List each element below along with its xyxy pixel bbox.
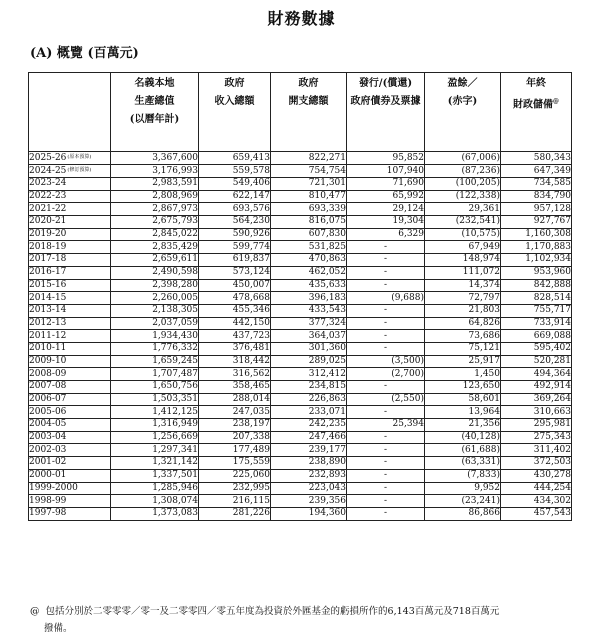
cell-reserves: 1,102,934: [501, 254, 572, 267]
cell-bonds: -: [347, 317, 425, 330]
cell-surplus: (87,236): [425, 165, 501, 178]
cell-revenue: 659,413: [199, 152, 271, 165]
table-row: [29, 444, 572, 457]
table-row: [29, 178, 572, 191]
year-label: 2014-15: [29, 292, 67, 303]
year-label: 2010-11: [29, 343, 67, 354]
cell-bonds: -: [347, 304, 425, 317]
year-label: 2000-01: [29, 470, 67, 481]
cell-expenditure: 754,754: [271, 165, 347, 178]
cell-surplus: 111,072: [425, 266, 501, 279]
cell-bonds: 71,690: [347, 178, 425, 191]
cell-reserves: 434,302: [501, 495, 572, 508]
cell-reserves: 842,888: [501, 279, 572, 292]
cell-year: [29, 228, 111, 241]
cell-bonds: -: [347, 406, 425, 419]
cell-surplus: 1,450: [425, 368, 501, 381]
cell-year: [29, 304, 111, 317]
cell-expenditure: 435,633: [271, 279, 347, 292]
cell-gdp: 2,983,591: [111, 178, 199, 191]
cell-revenue: 216,115: [199, 495, 271, 508]
footnote-line: [30, 603, 590, 620]
header-line-text: 財政儲備: [513, 99, 553, 111]
cell-surplus: 21,356: [425, 419, 501, 432]
cell-revenue: 549,406: [199, 178, 271, 191]
cell-gdp: 2,490,598: [111, 266, 199, 279]
cell-year: [29, 203, 111, 216]
cell-revenue: 238,197: [199, 419, 271, 432]
cell-gdp: 1,316,949: [111, 419, 199, 432]
year-label: 1998-99: [29, 495, 67, 506]
cell-revenue: 442,150: [199, 317, 271, 330]
cell-gdp: 2,835,429: [111, 241, 199, 254]
cell-expenditure: 433,543: [271, 304, 347, 317]
cell-gdp: 1,373,083: [111, 507, 199, 520]
header-line: 發行/(償還): [358, 78, 413, 89]
cell-expenditure: 816,075: [271, 216, 347, 229]
header-line: 開支總額: [288, 96, 329, 107]
cell-year: [29, 355, 111, 368]
cell-year: [29, 330, 111, 343]
cell-bonds: (3,500): [347, 355, 425, 368]
cell-gdp: 2,037,059: [111, 317, 199, 330]
year-label: 2002-03: [29, 444, 67, 455]
cell-surplus: (232,541): [425, 216, 501, 229]
cell-gdp: 2,260,005: [111, 292, 199, 305]
table-row: [29, 381, 572, 394]
cell-gdp: 1,707,487: [111, 368, 199, 381]
cell-reserves: 310,663: [501, 406, 572, 419]
cell-year: [29, 393, 111, 406]
cell-expenditure: 242,235: [271, 419, 347, 432]
cell-expenditure: 531,825: [271, 241, 347, 254]
cell-bonds: -: [347, 330, 425, 343]
cell-surplus: (122,338): [425, 190, 501, 203]
table-row: [29, 406, 572, 419]
table-row: [29, 254, 572, 267]
cell-gdp: 2,398,280: [111, 279, 199, 292]
cell-reserves: 927,767: [501, 216, 572, 229]
cell-expenditure: 721,301: [271, 178, 347, 191]
table-row: [29, 304, 572, 317]
cell-year: [29, 368, 111, 381]
cell-bonds: -: [347, 457, 425, 470]
cell-year: [29, 507, 111, 520]
cell-gdp: 2,659,611: [111, 254, 199, 267]
cell-bonds: 19,304: [347, 216, 425, 229]
cell-revenue: 232,995: [199, 482, 271, 495]
cell-revenue: 175,559: [199, 457, 271, 470]
cell-surplus: 14,374: [425, 279, 501, 292]
cell-gdp: 2,138,305: [111, 304, 199, 317]
cell-reserves: 828,514: [501, 292, 572, 305]
cell-revenue: 478,668: [199, 292, 271, 305]
cell-revenue: 573,124: [199, 266, 271, 279]
cell-year: [29, 317, 111, 330]
cell-surplus: (10,575): [425, 228, 501, 241]
footnote: [30, 603, 590, 637]
cell-expenditure: 312,412: [271, 368, 347, 381]
table-row: [29, 431, 572, 444]
cell-reserves: 457,543: [501, 507, 572, 520]
cell-reserves: 953,960: [501, 266, 572, 279]
header-line: 政府: [224, 78, 245, 89]
cell-bonds: 25,394: [347, 419, 425, 432]
year-label: 2003-04: [29, 432, 67, 443]
year-label: 2005-06: [29, 406, 67, 417]
table-row: [29, 482, 572, 495]
footnote-text: 包括分別於二零零零／零一及二零零四／零五年度為投資於外匯基金的虧損所作的6,143百萬元及718百萬元: [45, 606, 500, 617]
header-line: 政府: [298, 78, 319, 89]
cell-gdp: 1,256,669: [111, 431, 199, 444]
cell-bonds: 65,992: [347, 190, 425, 203]
year-label: 2023-24: [29, 178, 67, 189]
header-expenditure: [271, 73, 347, 152]
cell-expenditure: 233,071: [271, 406, 347, 419]
cell-surplus: 29,361: [425, 203, 501, 216]
cell-expenditure: 238,890: [271, 457, 347, 470]
table-row: [29, 419, 572, 432]
cell-bonds: (9,688): [347, 292, 425, 305]
cell-surplus: (23,241): [425, 495, 501, 508]
cell-bonds: 6,329: [347, 228, 425, 241]
cell-expenditure: 822,271: [271, 152, 347, 165]
cell-year: [29, 419, 111, 432]
cell-expenditure: 194,360: [271, 507, 347, 520]
table-row: [29, 228, 572, 241]
cell-year: [29, 152, 111, 165]
cell-expenditure: 289,025: [271, 355, 347, 368]
cell-reserves: 1,170,883: [501, 241, 572, 254]
table-row: [29, 393, 572, 406]
cell-bonds: -: [347, 507, 425, 520]
year-label: 2001-02: [29, 457, 67, 468]
cell-surplus: 72,797: [425, 292, 501, 305]
table-row: [29, 457, 572, 470]
cell-surplus: (67,006): [425, 152, 501, 165]
cell-surplus: (100,205): [425, 178, 501, 191]
footnote-marker: @: [553, 98, 559, 105]
financial-data-table: [28, 72, 572, 521]
footnote-text: 撥備。: [44, 623, 73, 634]
cell-gdp: 1,503,351: [111, 393, 199, 406]
cell-surplus: 123,650: [425, 381, 501, 394]
cell-reserves: 295,981: [501, 419, 572, 432]
cell-reserves: 669,088: [501, 330, 572, 343]
cell-surplus: 86,866: [425, 507, 501, 520]
cell-revenue: 455,346: [199, 304, 271, 317]
cell-expenditure: 693,339: [271, 203, 347, 216]
table-row: [29, 203, 572, 216]
table-header-row: [29, 73, 572, 152]
cell-bonds: -: [347, 241, 425, 254]
cell-expenditure: 239,177: [271, 444, 347, 457]
cell-year: [29, 266, 111, 279]
cell-revenue: 376,481: [199, 342, 271, 355]
header-line: 名義本地: [134, 78, 175, 89]
footnote-line: [30, 620, 590, 637]
table-row: [29, 507, 572, 520]
cell-expenditure: 226,863: [271, 393, 347, 406]
cell-year: [29, 292, 111, 305]
year-label: 2022-23: [29, 191, 67, 202]
cell-revenue: 318,442: [199, 355, 271, 368]
estimate-note: (修訂預算): [67, 167, 92, 173]
cell-revenue: 590,926: [199, 228, 271, 241]
cell-year: [29, 279, 111, 292]
cell-bonds: -: [347, 381, 425, 394]
cell-reserves: 595,402: [501, 342, 572, 355]
year-label: 1999-2000: [29, 482, 78, 493]
header-line: (赤字): [447, 96, 478, 107]
cell-bonds: -: [347, 342, 425, 355]
cell-bonds: 95,852: [347, 152, 425, 165]
cell-reserves: 444,254: [501, 482, 572, 495]
table-body: [29, 152, 572, 521]
year-label: 2017-18: [29, 254, 67, 265]
footnote-mark: @: [30, 606, 40, 617]
cell-surplus: (7,833): [425, 469, 501, 482]
cell-year: [29, 342, 111, 355]
cell-year: [29, 241, 111, 254]
cell-reserves: 372,503: [501, 457, 572, 470]
cell-gdp: 2,808,969: [111, 190, 199, 203]
table-row: [29, 216, 572, 229]
cell-surplus: 73,686: [425, 330, 501, 343]
cell-reserves: 492,914: [501, 381, 572, 394]
cell-bonds: -: [347, 431, 425, 444]
header-line: 政府債券及票據: [350, 96, 421, 107]
cell-reserves: 311,402: [501, 444, 572, 457]
cell-revenue: 564,230: [199, 216, 271, 229]
header-surplus: [425, 73, 501, 152]
table-row: [29, 495, 572, 508]
year-label: 2004-05: [29, 419, 67, 430]
year-label: 1997-98: [29, 508, 67, 519]
cell-gdp: 1,297,341: [111, 444, 199, 457]
year-label: 2012-13: [29, 317, 67, 328]
cell-year: [29, 469, 111, 482]
header-line: (以曆年計): [129, 114, 180, 125]
cell-revenue: 619,837: [199, 254, 271, 267]
cell-bonds: (2,550): [347, 393, 425, 406]
cell-revenue: 559,578: [199, 165, 271, 178]
cell-gdp: 1,285,946: [111, 482, 199, 495]
year-label: 2013-14: [29, 305, 67, 316]
header-line: [501, 93, 571, 114]
cell-surplus: 148,974: [425, 254, 501, 267]
cell-gdp: 1,412,125: [111, 406, 199, 419]
table-row: [29, 469, 572, 482]
cell-reserves: 733,914: [501, 317, 572, 330]
cell-year: [29, 482, 111, 495]
year-label: 2021-22: [29, 203, 67, 214]
cell-reserves: 647,349: [501, 165, 572, 178]
cell-reserves: 580,343: [501, 152, 572, 165]
cell-expenditure: 462,052: [271, 266, 347, 279]
year-label: 2019-20: [29, 229, 67, 240]
cell-year: [29, 431, 111, 444]
table-row: [29, 330, 572, 343]
cell-surplus: 9,952: [425, 482, 501, 495]
table-row: [29, 266, 572, 279]
cell-expenditure: 377,324: [271, 317, 347, 330]
cell-gdp: 3,367,600: [111, 152, 199, 165]
cell-bonds: 107,940: [347, 165, 425, 178]
cell-gdp: 1,776,332: [111, 342, 199, 355]
header-gdp: [111, 73, 199, 152]
cell-bonds: -: [347, 254, 425, 267]
cell-expenditure: 396,183: [271, 292, 347, 305]
header-line: 盈餘／: [447, 78, 478, 89]
table-row: [29, 368, 572, 381]
cell-revenue: 693,576: [199, 203, 271, 216]
table-row: [29, 355, 572, 368]
cell-revenue: 622,147: [199, 190, 271, 203]
cell-surplus: 67,949: [425, 241, 501, 254]
table-row: [29, 292, 572, 305]
cell-bonds: 29,124: [347, 203, 425, 216]
year-label: 2020-21: [29, 216, 67, 227]
estimate-note: (原本預算): [67, 154, 92, 160]
cell-expenditure: 234,815: [271, 381, 347, 394]
cell-expenditure: 232,893: [271, 469, 347, 482]
cell-reserves: 957,128: [501, 203, 572, 216]
cell-bonds: -: [347, 495, 425, 508]
year-label: 2011-12: [29, 330, 67, 341]
table-row: [29, 241, 572, 254]
year-label: 2008-09: [29, 368, 67, 379]
cell-year: [29, 216, 111, 229]
cell-bonds: -: [347, 482, 425, 495]
year-label: 2018-19: [29, 241, 67, 252]
header-line: 年終: [526, 78, 546, 89]
cell-gdp: 2,845,022: [111, 228, 199, 241]
header-revenue: [199, 73, 271, 152]
cell-surplus: 25,917: [425, 355, 501, 368]
cell-gdp: 1,321,142: [111, 457, 199, 470]
cell-bonds: -: [347, 444, 425, 457]
cell-expenditure: 607,830: [271, 228, 347, 241]
table-row: [29, 342, 572, 355]
cell-bonds: -: [347, 279, 425, 292]
cell-surplus: 21,803: [425, 304, 501, 317]
cell-year: [29, 406, 111, 419]
cell-gdp: 3,176,993: [111, 165, 199, 178]
cell-gdp: 2,867,973: [111, 203, 199, 216]
table-row: [29, 279, 572, 292]
year-label: 2006-07: [29, 394, 67, 405]
cell-year: [29, 381, 111, 394]
year-label: 2016-17: [29, 267, 67, 278]
cell-year: [29, 444, 111, 457]
cell-surplus: 64,826: [425, 317, 501, 330]
table-row: [29, 317, 572, 330]
cell-gdp: 1,659,245: [111, 355, 199, 368]
cell-year: [29, 495, 111, 508]
cell-revenue: 450,007: [199, 279, 271, 292]
cell-bonds: (2,700): [347, 368, 425, 381]
cell-expenditure: 247,466: [271, 431, 347, 444]
year-label: 2007-08: [29, 381, 67, 392]
header-reserves: [501, 73, 572, 152]
section-heading: (A) 概覽 (百萬元): [30, 46, 139, 61]
cell-surplus: 75,121: [425, 342, 501, 355]
cell-gdp: 1,934,430: [111, 330, 199, 343]
cell-bonds: -: [347, 469, 425, 482]
table-row: [29, 165, 572, 178]
cell-revenue: 437,723: [199, 330, 271, 343]
cell-revenue: 288,014: [199, 393, 271, 406]
page-title: 財務數據: [267, 9, 336, 28]
cell-reserves: 755,717: [501, 304, 572, 317]
cell-year: [29, 178, 111, 191]
cell-expenditure: 810,477: [271, 190, 347, 203]
cell-revenue: 599,774: [199, 241, 271, 254]
cell-reserves: 369,264: [501, 393, 572, 406]
cell-expenditure: 239,356: [271, 495, 347, 508]
cell-gdp: 1,650,756: [111, 381, 199, 394]
cell-expenditure: 470,863: [271, 254, 347, 267]
header-line: 生產總值: [134, 96, 175, 107]
cell-gdp: 2,675,793: [111, 216, 199, 229]
cell-revenue: 207,338: [199, 431, 271, 444]
cell-expenditure: 364,037: [271, 330, 347, 343]
cell-year: [29, 457, 111, 470]
cell-surplus: (40,128): [425, 431, 501, 444]
cell-reserves: 834,790: [501, 190, 572, 203]
cell-reserves: 1,160,308: [501, 228, 572, 241]
cell-reserves: 494,364: [501, 368, 572, 381]
year-label: 2024-25: [29, 166, 67, 176]
cell-surplus: (61,688): [425, 444, 501, 457]
cell-reserves: 520,281: [501, 355, 572, 368]
cell-year: [29, 190, 111, 203]
header-line: 收入總額: [214, 96, 255, 107]
cell-gdp: 1,337,501: [111, 469, 199, 482]
cell-surplus: 58,601: [425, 393, 501, 406]
cell-revenue: 358,465: [199, 381, 271, 394]
cell-revenue: 177,489: [199, 444, 271, 457]
year-label: 2025-26: [29, 153, 67, 163]
cell-year: [29, 165, 111, 178]
cell-reserves: 275,343: [501, 431, 572, 444]
header-year: [29, 73, 111, 152]
cell-bonds: -: [347, 266, 425, 279]
cell-surplus: 13,964: [425, 406, 501, 419]
table-row: [29, 190, 572, 203]
cell-revenue: 225,060: [199, 469, 271, 482]
cell-expenditure: 223,043: [271, 482, 347, 495]
cell-reserves: 430,278: [501, 469, 572, 482]
cell-revenue: 316,562: [199, 368, 271, 381]
cell-expenditure: 301,360: [271, 342, 347, 355]
cell-reserves: 734,585: [501, 178, 572, 191]
year-label: 2009-10: [29, 355, 67, 366]
cell-surplus: (63,331): [425, 457, 501, 470]
cell-gdp: 1,308,074: [111, 495, 199, 508]
cell-revenue: 281,226: [199, 507, 271, 520]
cell-revenue: 247,035: [199, 406, 271, 419]
year-label: 2015-16: [29, 279, 67, 290]
header-bonds: [347, 73, 425, 152]
cell-year: [29, 254, 111, 267]
table-row: [29, 152, 572, 165]
